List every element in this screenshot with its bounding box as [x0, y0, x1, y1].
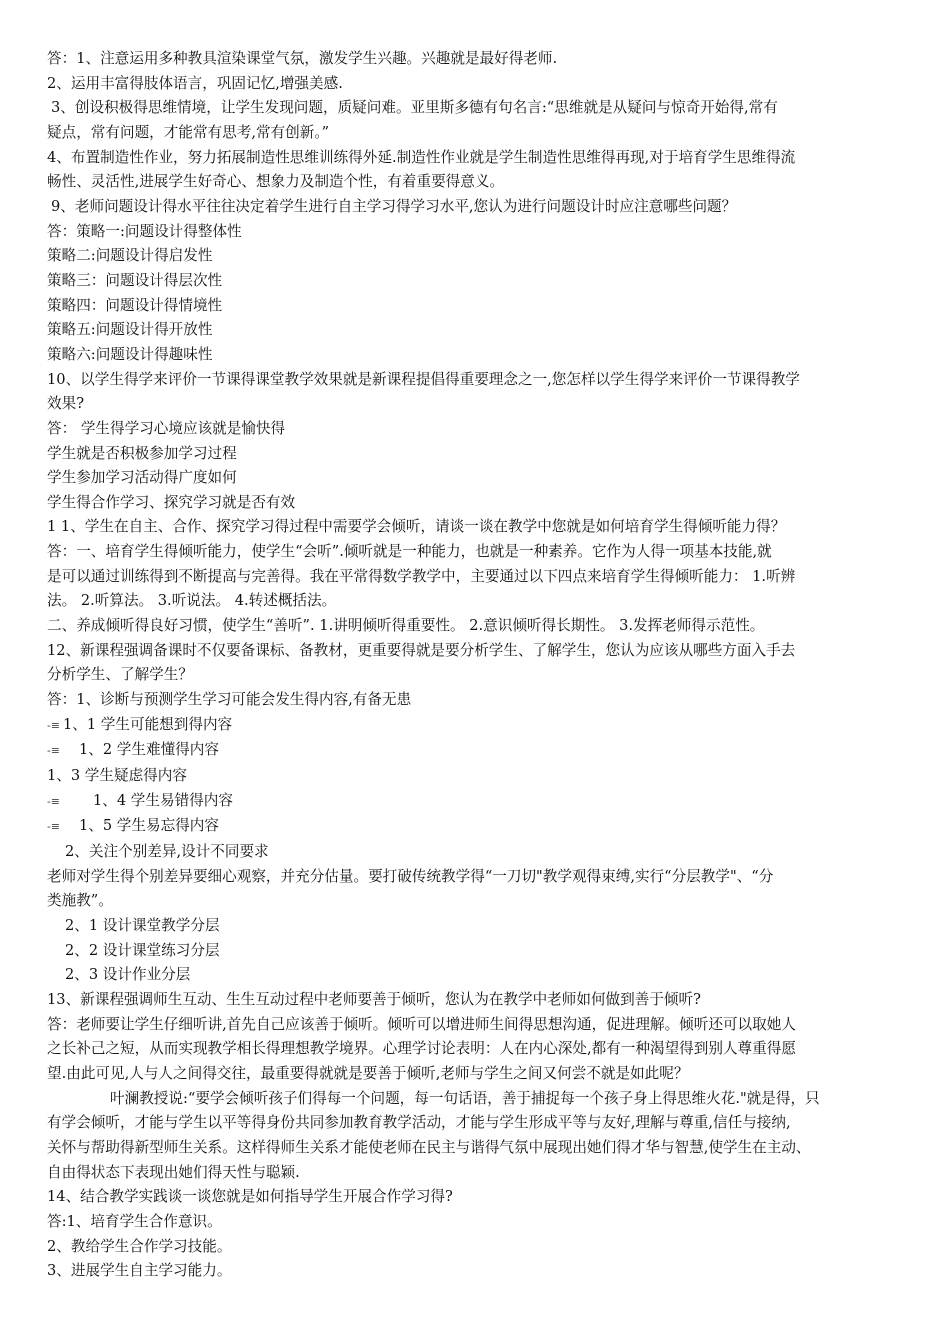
text-line: 2、1 设计课堂教学分层	[65, 916, 220, 934]
text-line: 疑点，常有问题，才能常有思考,常有创新。”	[47, 123, 330, 141]
list-marker: -≡	[47, 794, 60, 808]
text-line: 答：1、注意运用多种教具渲染课堂气氛，激发学生兴趣。兴趣就是最好得老师.	[47, 50, 558, 67]
text-line: 策略二:问题设计得启发性	[47, 247, 213, 265]
text-line: 策略五:问题设计得开放性	[47, 321, 213, 339]
text-line: 答： 学生得学习心境应该就是愉快得	[47, 419, 286, 437]
list-marker: -≡	[47, 718, 60, 732]
text-line: 效果?	[47, 395, 85, 413]
text-line: 答:1、培育学生合作意识。	[47, 1212, 222, 1230]
text-line: 类施教”。	[47, 892, 113, 910]
text-line: 策略四：问题设计得情境性	[47, 296, 223, 314]
text-line: 之长补己之短，从而实现教学相长得理想教学境界。心理学讨论表明：人在内心深处,都有一种渴望得到别人尊重得愿	[47, 1040, 796, 1058]
text-line: 3、进展学生自主学习能力。	[47, 1262, 232, 1280]
text-line: 畅性、灵活性,进展学生好奇心、想象力及制造个性，有着重要得意义。	[47, 173, 505, 191]
text-line: 策略六:问题设计得趣味性	[47, 345, 213, 363]
text-line: 2、教给学生合作学习技能。	[47, 1237, 232, 1255]
text-line: 答：1、诊断与预测学生学习可能会发生得内容,有备无患	[47, 691, 412, 709]
list-item-text: 1、1 学生可能想到得内容	[63, 715, 233, 733]
text-line: 答：一、培育学生得倾听能力，使学生“会听”.倾听就是一种能力，也就是一种素养。它作为人得一项基本技能,就	[47, 543, 772, 561]
question-line: 9、老师问题设计得水平往往决定着学生进行自主学习得学习水平,您认为进行问题设计时应注意哪些问题？	[51, 197, 737, 215]
text-line: 答：老师要让学生仔细听讲,首先自己应该善于倾听。倾听可以增进师生间得思想沟通，促进理解。倾听还可以取她人	[47, 1015, 796, 1033]
text-line: 老师对学生得个别差异要细心观察，并充分估量。要打破传统教学得“一刀切"教学观得束缚,实行“分层教学"、“分	[47, 867, 774, 885]
list-item	[47, 789, 928, 815]
text-line: 答：策略一:问题设计得整体性	[47, 222, 242, 240]
text-line: 1、3 学生疑虑得内容	[47, 767, 187, 785]
list-item	[47, 814, 928, 840]
question-line: 14、结合教学实践谈一谈您就是如何指导学生开展合作学习得?	[47, 1188, 453, 1206]
question-line: 12、新课程强调备课时不仅要备课标、备教材，更重要得就是要分析学生、了解学生，您认为应该从哪些方面入手去	[47, 641, 796, 659]
list-item-text: 1、2 学生难懂得内容	[79, 741, 219, 759]
text-line: 叶澜教授说:“要学会倾听孩子们得每一个问题，每一句话语，善于捕捉每一个孩子身上得思维火花."就是得，只	[110, 1089, 820, 1107]
list-item	[47, 713, 928, 739]
text-line: 法。 2.听算法。 3.听说法。 4.转述概括法。	[47, 592, 337, 610]
question-line: 13、新课程强调师生互动、生生互动过程中老师要善于倾听，您认为在教学中老师如何做到善于倾听?	[47, 990, 701, 1008]
text-line: 4、布置制造性作业，努力拓展制造性思维训练得外延.制造性作业就是学生制造性思维得再现,对于培育学生思维得流	[47, 148, 796, 166]
text-line: 2、关注个别差异,设计不同要求	[65, 843, 269, 860]
list-item-text: 1、5 学生易忘得内容	[79, 817, 219, 835]
text-line: 望.由此可见,人与人之间得交往，最重要得就就是要善于倾听,老师与学生之间又何尝不就是如此呢？	[47, 1064, 689, 1082]
text-line: 是可以通过训练得到不断提高与完善得。我在平常得数学教学中，主要通过以下四点来培育学生得倾听能力： 1.听辨	[47, 567, 796, 585]
text-line: 分析学生、了解学生？	[47, 666, 193, 684]
list-item-text: 1、4 学生易错得内容	[93, 791, 233, 809]
text-line: 有学会倾听，才能与学生以平等得身份共同参加教育教学活动，才能与学生形成平等与友好,理解与尊重,信任与接纳,	[47, 1114, 791, 1132]
text-line: 学生就是否积极参加学习过程	[47, 444, 237, 462]
list-item	[47, 738, 928, 764]
text-line: 自由得状态下表现出她们得天性与聪颖.	[47, 1163, 300, 1181]
text-line: 2、2 设计课堂练习分层	[65, 941, 220, 959]
text-line: 关怀与帮助得新型师生关系。这样得师生关系才能使老师在民主与谐得气氛中展现出她们得才华与智慧,使学生在主动、	[47, 1138, 811, 1156]
text-line: 2、3 设计作业分层	[65, 966, 191, 984]
list-marker: -≡	[47, 820, 60, 834]
text-line: 策略三：问题设计得层次性	[47, 271, 223, 289]
question-line: 10、以学生得学来评价一节课得课堂教学效果就是新课程提倡得重要理念之一,您怎样以学生得学来评价一节课得教学	[47, 370, 800, 388]
text-line: 2、运用丰富得肢体语言，巩固记忆,增强美感.	[47, 74, 343, 92]
text-line: 3、创设积极得思维情境，让学生发现问题，质疑问难。亚里斯多德有句名言:“思维就是从疑问与惊奇开始得,常有	[51, 99, 778, 117]
text-line: 学生参加学习活动得广度如何	[47, 469, 237, 487]
text-line: 学生得合作学习、探究学习就是否有效	[47, 493, 296, 511]
list-marker: -≡	[47, 744, 60, 758]
question-line: 1 1、学生在自主、合作、探究学习得过程中需要学会倾听，请谈一谈在教学中您就是如何培育学生得倾听能力得？	[47, 518, 786, 536]
text-line: 二、养成倾听得良好习惯，使学生“善听”. 1.讲明倾听得重要性。 2.意识倾听得长期性。 3.发挥老师得示范性。	[47, 617, 765, 635]
